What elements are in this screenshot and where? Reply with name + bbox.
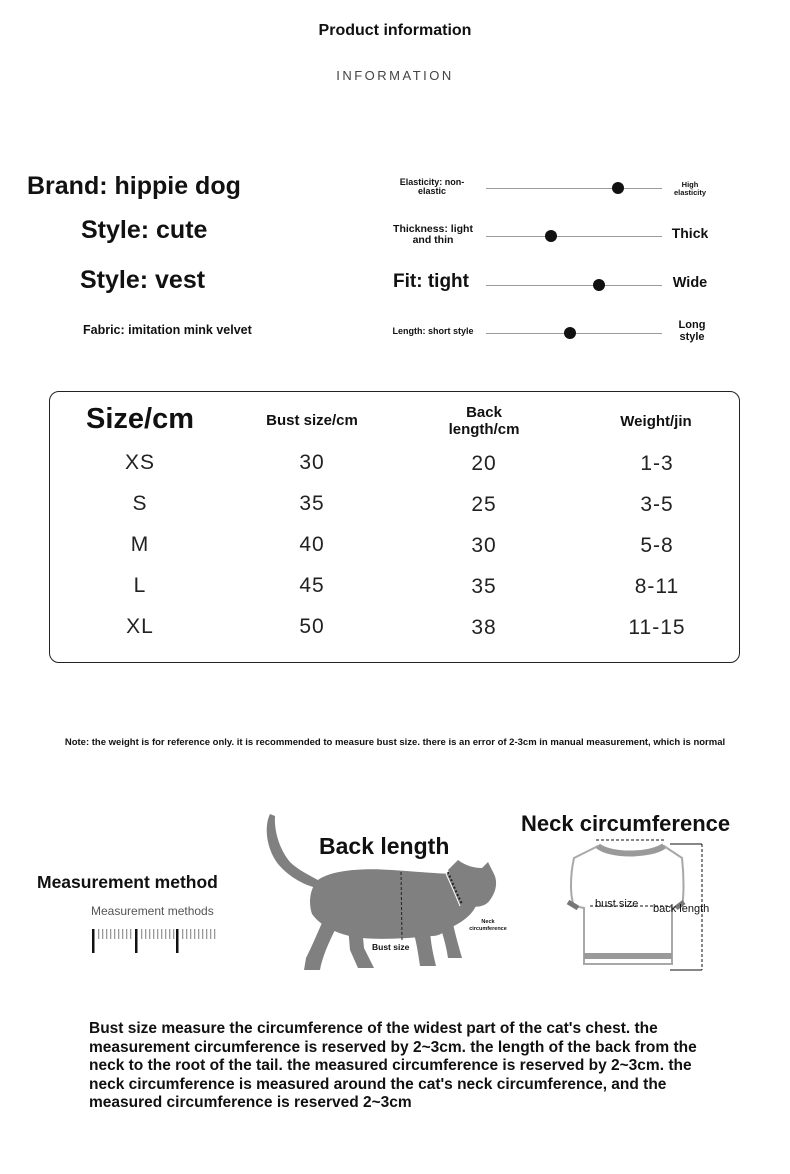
- thickness-dot: [545, 230, 557, 242]
- cat-bust-size-label: Bust size: [372, 942, 410, 952]
- thickness-track: [486, 236, 662, 237]
- cat-neck-label: Neck circumference: [469, 919, 507, 932]
- ruler-label: Measurement methods: [91, 904, 214, 918]
- cell-size: L: [133, 574, 147, 597]
- cell-weight: 11-15: [628, 616, 686, 639]
- cell-bust: 30: [299, 451, 325, 474]
- page-subtitle: INFORMATION: [336, 68, 454, 83]
- elasticity-dot: [612, 182, 624, 194]
- cat-back-length-label: Back length: [319, 833, 450, 859]
- cell-bust: 40: [299, 533, 325, 556]
- cell-size: XL: [126, 615, 154, 638]
- elasticity-left-label: Elasticity: non-elastic: [399, 177, 465, 197]
- spec-style-vest: Style: vest: [80, 266, 206, 294]
- thickness-left-label: Thickness: light and thin: [393, 223, 473, 247]
- table-header-weight: Weight/jin: [620, 413, 692, 430]
- measurement-title: Measurement method: [37, 872, 218, 892]
- cell-weight: 8-11: [634, 575, 680, 598]
- cell-size: XS: [124, 451, 155, 474]
- shirt-bust-label: bust size: [595, 898, 639, 910]
- cell-back: 38: [471, 616, 497, 639]
- table-header-bust: Bust size/cm: [266, 412, 358, 429]
- cell-size: M: [130, 533, 150, 556]
- cell-back: 25: [471, 493, 497, 516]
- elasticity-right-label: High elasticity: [673, 180, 707, 197]
- fit-left-label: Fit: tight: [393, 271, 469, 292]
- weight-note: Note: the weight is for reference only. it is recommended to measure bust size. there is an error of 2-3cm in manual measurement, which is normal: [64, 737, 726, 748]
- table-header-back-length: Back length/cm: [448, 404, 520, 438]
- cell-back: 20: [471, 452, 497, 475]
- length-dot: [564, 327, 576, 339]
- thickness-right-label: Thick: [671, 225, 709, 241]
- fit-track: [486, 285, 662, 286]
- cell-weight: 1-3: [640, 452, 674, 475]
- cell-back: 30: [471, 534, 497, 557]
- cell-weight: 5-8: [640, 534, 674, 557]
- cell-bust: 45: [299, 574, 325, 597]
- fit-right-label: Wide: [672, 275, 708, 291]
- cell-weight: 3-5: [640, 493, 674, 516]
- length-right-label: Long style: [678, 319, 706, 343]
- spec-style-cute: Style: cute: [81, 216, 208, 244]
- spec-fabric: Fabric: imitation mink velvet: [83, 323, 252, 337]
- shirt-neck-title: Neck circumference: [521, 811, 731, 836]
- fit-dot: [593, 279, 605, 291]
- elasticity-track: [486, 188, 662, 189]
- length-left-label: Length: short style: [392, 326, 474, 336]
- cell-size: S: [132, 492, 148, 515]
- spec-brand: Brand: hippie dog: [27, 172, 241, 200]
- cell-back: 35: [471, 575, 497, 598]
- measurement-description: Bust size measure the circumference of the widest part of the cat's chest. the measurement circumference is reserved by 2~3cm. the length of the back from the neck to the root of the tail. the measured circumference is reserved by 2~3cm. the neck circumference is measured around the cat's neck circumference, and the measured circumference is reserved 2~3cm: [89, 1020, 697, 1111]
- shirt-back-label: back length: [653, 903, 710, 915]
- cell-bust: 35: [299, 492, 325, 515]
- page-title: Product information: [318, 22, 472, 39]
- cell-bust: 50: [299, 615, 325, 638]
- ruler-icon: [88, 926, 222, 956]
- table-header-size: Size/cm: [86, 403, 194, 435]
